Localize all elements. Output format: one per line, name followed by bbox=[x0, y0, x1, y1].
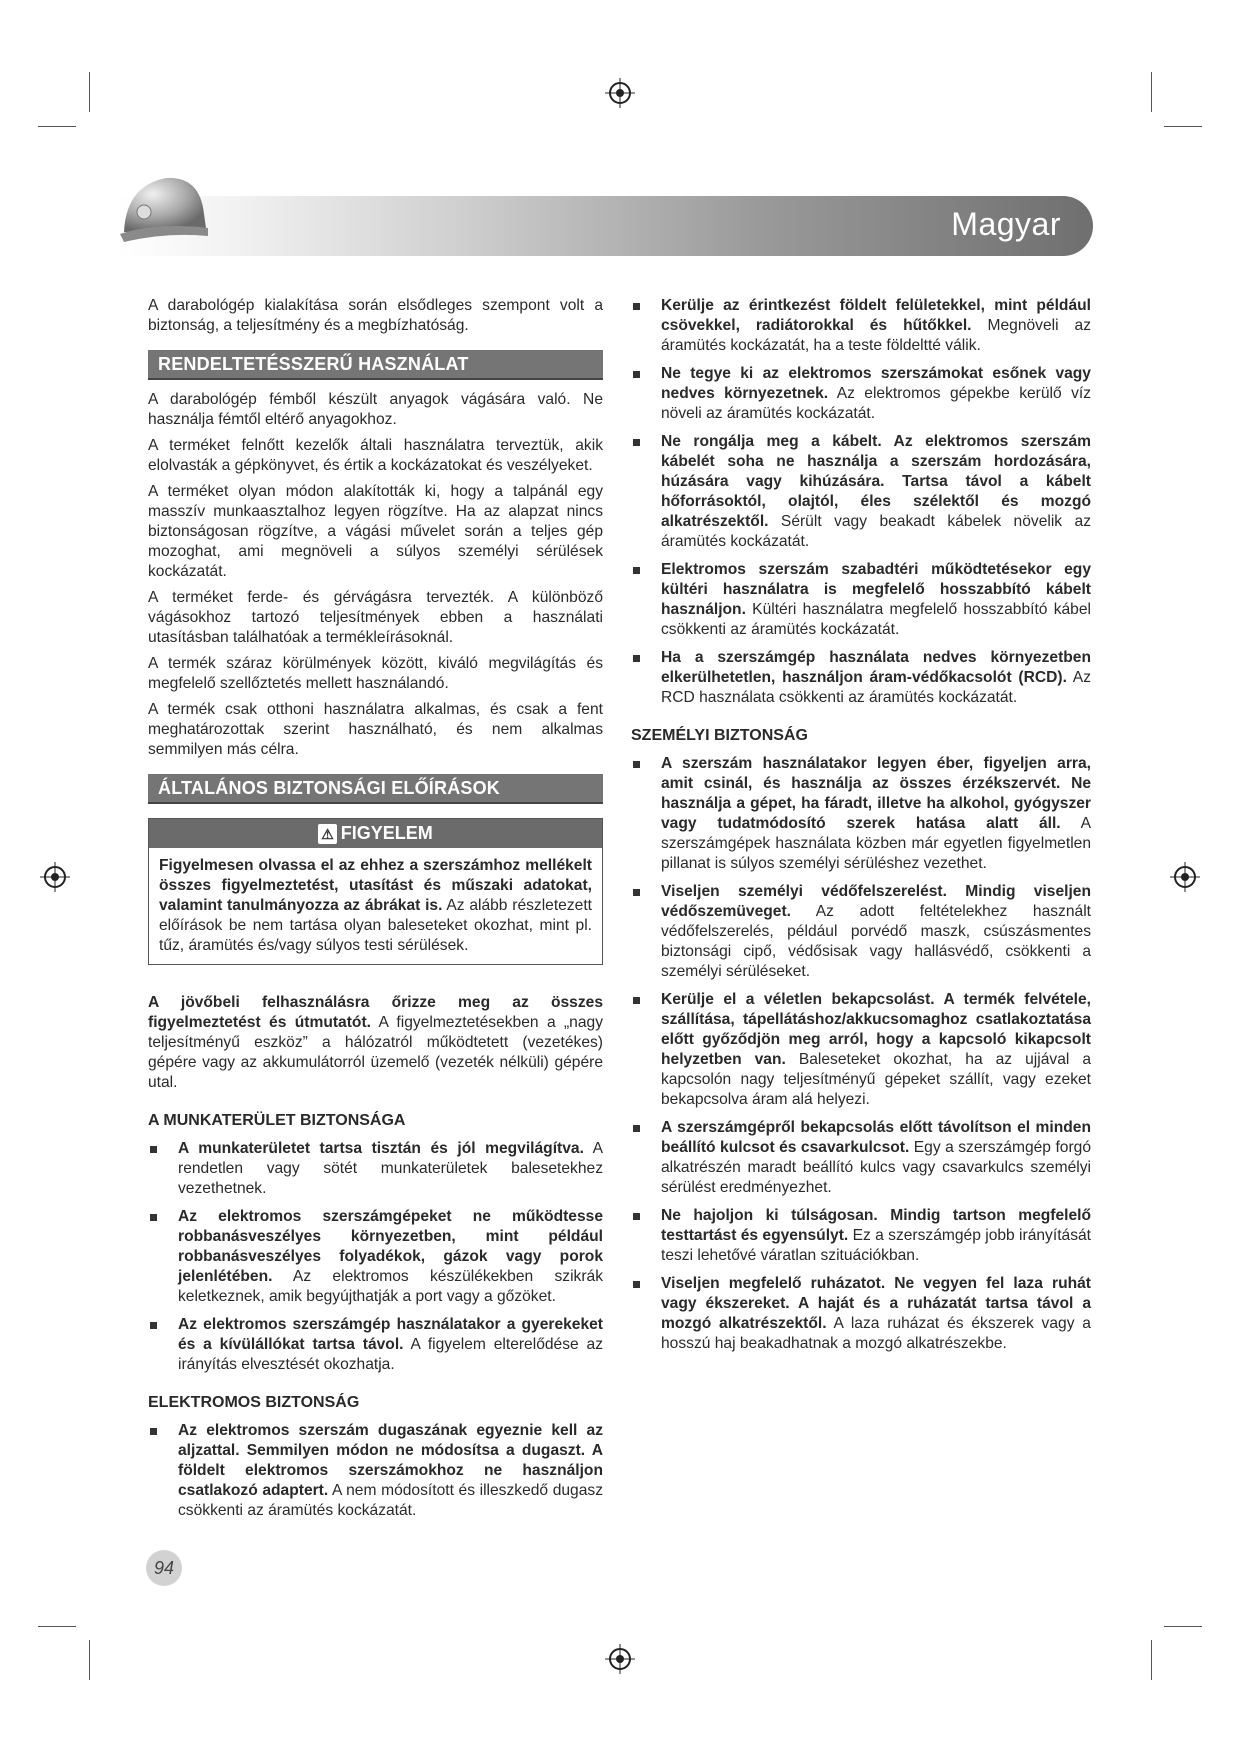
paragraph: A termék száraz körülmények között, kiváló megvilágítás és megfelelő szellőztetés mellett használandó. bbox=[148, 655, 603, 692]
warning-text: Az alább részletezett előírások be nem tartása olyan baleseteket okozhat, mint pl. tűz, áramütés és/vagy súlyos testi sérülések. bbox=[159, 897, 592, 954]
registration-mark-icon bbox=[40, 862, 70, 892]
list-item bbox=[148, 1421, 603, 1521]
warning-title bbox=[149, 819, 602, 848]
personal-list bbox=[631, 754, 1091, 1354]
list-item bbox=[148, 1207, 603, 1307]
item-text: Egy a szerszámgép forgó alkatrészén maradt beállító kulcs vagy csavarkulcs személyi sérülést eredményezhet. bbox=[661, 1139, 1091, 1196]
section-heading-intended-use: RENDELTETÉSSZERŰ HASZNÁLAT bbox=[148, 350, 603, 380]
warning-body bbox=[149, 848, 602, 964]
list-item bbox=[631, 1274, 1091, 1354]
item-bold: Kerülje az érintkezést földelt felületekkel, mint például csövekkel, radiátorokkal és hűtőkkel. bbox=[661, 297, 1091, 334]
list-item bbox=[631, 1118, 1091, 1198]
crop-mark bbox=[1151, 72, 1152, 112]
item-bold: A szerszám használatakor legyen éber, figyeljen arra, amit csinál, és használja az összes érzékszervét. Ne használja a gépet, ha fáradt, illetve ha alkohol, gyógyszer vagy tudatmódosító szerek hatása alatt áll. bbox=[661, 755, 1091, 832]
electrical-list-start bbox=[148, 1421, 603, 1521]
item-bold: A szerszámgépről bekapcsolás előtt távolítson el minden beállító kulcsot és csavarkulcsot. bbox=[661, 1119, 1091, 1156]
list-item bbox=[631, 560, 1091, 640]
paragraph: A terméket ferde- és gérvágásra tervezték. A különböző vágásokhoz tartozó teljesítmények ebben a használati utasításban találhatóak a termékleírásoknál. bbox=[148, 589, 603, 646]
item-bold: Az elektromos szerszámgép használatakor a gyerekeket és a kívülállókat tartsa távol. bbox=[178, 1316, 603, 1353]
paragraph: A darabológép fémből készült anyagok vágására való. Ne használja fémtől eltérő anyagokhoz. bbox=[148, 391, 603, 428]
item-text: A szerszámgépek használata közben már egyetlen figyelmetlen pillanat is súlyos személyi sérüléshez vezethet. bbox=[661, 815, 1091, 872]
paragraph: A termék csak otthoni használatra alkalmas, és csak a fent meghatározottak szerint használható, és nem alkalmas semmilyen más célra. bbox=[148, 701, 603, 758]
list-item bbox=[631, 432, 1091, 552]
crop-mark bbox=[1164, 126, 1202, 127]
keep-bold-text: A jövőbeli felhasználásra őrizze meg az összes figyelmeztetést és útmutatót. bbox=[148, 994, 603, 1031]
page-number: 94 bbox=[146, 1550, 182, 1586]
subheading-personal: SZEMÉLYI BIZTONSÁG bbox=[631, 727, 808, 744]
item-bold: Az elektromos szerszám dugaszának egyeznie kell az aljzattal. Semmilyen módon ne módosítsa a dugaszt. A földelt elektromos szerszámokhoz ne használjon csatlakozó adaptert. bbox=[178, 1422, 603, 1499]
keep-text: A figyelmeztetésekben a „nagy teljesítményű eszköz” a hálózatról működtetett (vezetékes) gépére vagy az akkumulátorról üzemelő (vezeték nélküli) gépére utal. bbox=[148, 1014, 603, 1091]
registration-mark-icon bbox=[1170, 862, 1200, 892]
subheading-electrical: ELEKTROMOS BIZTONSÁG bbox=[148, 1394, 360, 1411]
warning-bold-text: Figyelmesen olvassa el az ehhez a szerszámhoz mellékelt összes figyelmeztetést, utasítást és műszaki adatokat, valamint tanulmányozza az ábrákat is. bbox=[159, 857, 592, 914]
subheading-work-area: A MUNKATERÜLET BIZTONSÁGA bbox=[148, 1112, 406, 1129]
safety-helmet-icon bbox=[116, 162, 212, 258]
warning-box bbox=[148, 818, 603, 965]
item-bold: Viseljen megfelelő ruházatot. Ne vegyen fel laza ruhát vagy ékszereket. A haját és a ruházatát tartsa távol a mozgó alkatrészektől. bbox=[661, 1275, 1091, 1332]
item-text: A rendetlen vagy sötét munkaterületek balesetekhez vezethetnek. bbox=[178, 1140, 604, 1197]
item-bold: Viseljen személyi védőfelszerelést. Mindig viseljen védőszemüveget. bbox=[661, 883, 1091, 920]
list-item bbox=[148, 1139, 603, 1199]
item-text: A laza ruházat és ékszerek vagy a hosszú haj beakadhatnak a mozgó alkatrészekbe. bbox=[661, 1315, 1091, 1352]
item-text: Sérült vagy beakadt kábelek növelik az áramütés kockázatát. bbox=[661, 513, 1091, 550]
list-item bbox=[631, 882, 1091, 982]
item-text: Az elektromos gépekbe kerülő víz növeli az áramütés kockázatát. bbox=[661, 385, 1091, 422]
item-text: Az elektromos készülékekben szikrák keletkeznek, amik begyújthatják a port vagy a gőzöket. bbox=[178, 1268, 603, 1305]
list-item bbox=[631, 1206, 1091, 1266]
crop-mark bbox=[1164, 1626, 1202, 1627]
registration-mark-icon bbox=[605, 78, 635, 108]
crop-mark bbox=[1151, 1640, 1152, 1680]
item-text: Megnöveli az áramütés kockázatát, ha a teste földeltté válik. bbox=[661, 317, 1092, 354]
crop-mark bbox=[89, 1640, 90, 1680]
item-text: Kültéri használatra megfelelő hosszabbító kábel csökkenti az áramütés kockázatát. bbox=[661, 601, 1091, 638]
language-title: Magyar bbox=[951, 206, 1061, 242]
crop-mark bbox=[89, 72, 90, 112]
item-bold: Ne tegye ki az elektromos szerszámokat esőnek vagy nedves környezetnek. bbox=[661, 365, 1091, 402]
right-column bbox=[631, 296, 1091, 1362]
header-banner bbox=[118, 196, 1093, 256]
item-bold: Ne hajoljon ki túlságosan. Mindig tartson megfelelő testtartást és egyensúlyt. bbox=[661, 1207, 1091, 1244]
warning-icon: ⚠ bbox=[318, 824, 337, 844]
keep-instructions bbox=[148, 993, 603, 1093]
item-bold: Kerülje el a véletlen bekapcsolást. A termék felvétele, szállítása, tápellátáshoz/akkucsomaghoz csatlakoztatása előtt győződjön meg arról, hogy a kapcsoló kikapcsolt helyzetben van. bbox=[661, 991, 1091, 1068]
item-bold: Ha a szerszámgép használata nedves környezetben elkerülhetetlen, használjon áram-védőkacsolót (RCD). bbox=[661, 649, 1091, 686]
paragraph: A terméket olyan módon alakították ki, hogy a talpánál egy masszív munkaasztalhoz legyen rögzítve. Ha az alapzat nincs biztonságosan rögzítve, a vágási művelet során a teljes gép mozoghat, ami megnöveli a súlyos személyi sérülések kockázatát. bbox=[148, 483, 603, 580]
list-item bbox=[631, 296, 1091, 356]
item-bold: Ne rongálja meg a kábelt. Az elektromos szerszám kábelét soha ne használja a szerszám hordozására, húzására vagy kihúzására. Tartsa távol a kábelt hőforrásoktól, olajtól, éles szélektől és mozgó alkatrészektől. bbox=[661, 433, 1091, 530]
crop-mark bbox=[38, 126, 76, 127]
registration-mark-icon bbox=[605, 1644, 635, 1674]
paragraph: A terméket felnőtt kezelők általi használatra terveztük, akik elolvasták a gépkönyvet, és értik a kockázatokat és veszélyeket. bbox=[148, 437, 603, 474]
item-bold: A munkaterületet tartsa tisztán és jól megvilágítva. bbox=[178, 1140, 584, 1157]
item-text: Az RCD használata csökkenti az áramütés kockázatát. bbox=[661, 669, 1092, 706]
crop-mark bbox=[38, 1626, 76, 1627]
item-text: A nem módosított és illeszkedő dugasz csökkenti az áramütés kockázatát. bbox=[178, 1482, 603, 1519]
item-bold: Az elektromos szerszámgépeket ne működtesse robbanásveszélyes környezetben, mint például robbanásveszélyes folyadékok, gázok vagy porok jelenlétében. bbox=[178, 1208, 603, 1285]
work-area-list bbox=[148, 1139, 603, 1375]
list-item bbox=[631, 648, 1091, 708]
list-item bbox=[631, 364, 1091, 424]
item-text: A figyelem elterelődése az irányítás elvesztését okozhatja. bbox=[178, 1336, 603, 1373]
section-heading-general-safety: ÁLTALÁNOS BIZTONSÁGI ELŐÍRÁSOK bbox=[148, 774, 603, 804]
list-item bbox=[148, 1315, 603, 1375]
item-text: Az adott feltételekhez használt védőfelszerelés, például porvédő maszk, csúszásmentes biztonsági cipő, védősisak vagy hallásvédő, csökkenti a személyi sérüléseket. bbox=[661, 903, 1091, 980]
list-item bbox=[631, 990, 1091, 1110]
item-bold: Elektromos szerszám szabadtéri működtetésekor egy kültéri használatra is megfelelő hosszabbító kábelt használjon. bbox=[661, 561, 1091, 618]
item-text: Baleseteket okozhat, ha az ujjával a kapcsolón nagy teljesítményű gépeket szállít, vagy ezeket bekapcsolva áram alá helyezi. bbox=[661, 1051, 1092, 1108]
item-text: Ez a szerszámgép jobb irányítását teszi lehetővé váratlan szituációkban. bbox=[661, 1227, 1091, 1264]
electrical-list bbox=[631, 296, 1091, 708]
intro-paragraph: A darabológép kialakítása során elsődleges szempont volt a biztonság, a teljesítmény és a megbízhatóság. bbox=[148, 297, 603, 334]
list-item bbox=[631, 754, 1091, 874]
warning-title-text: FIGYELEM bbox=[340, 823, 433, 843]
left-column bbox=[148, 296, 603, 1529]
